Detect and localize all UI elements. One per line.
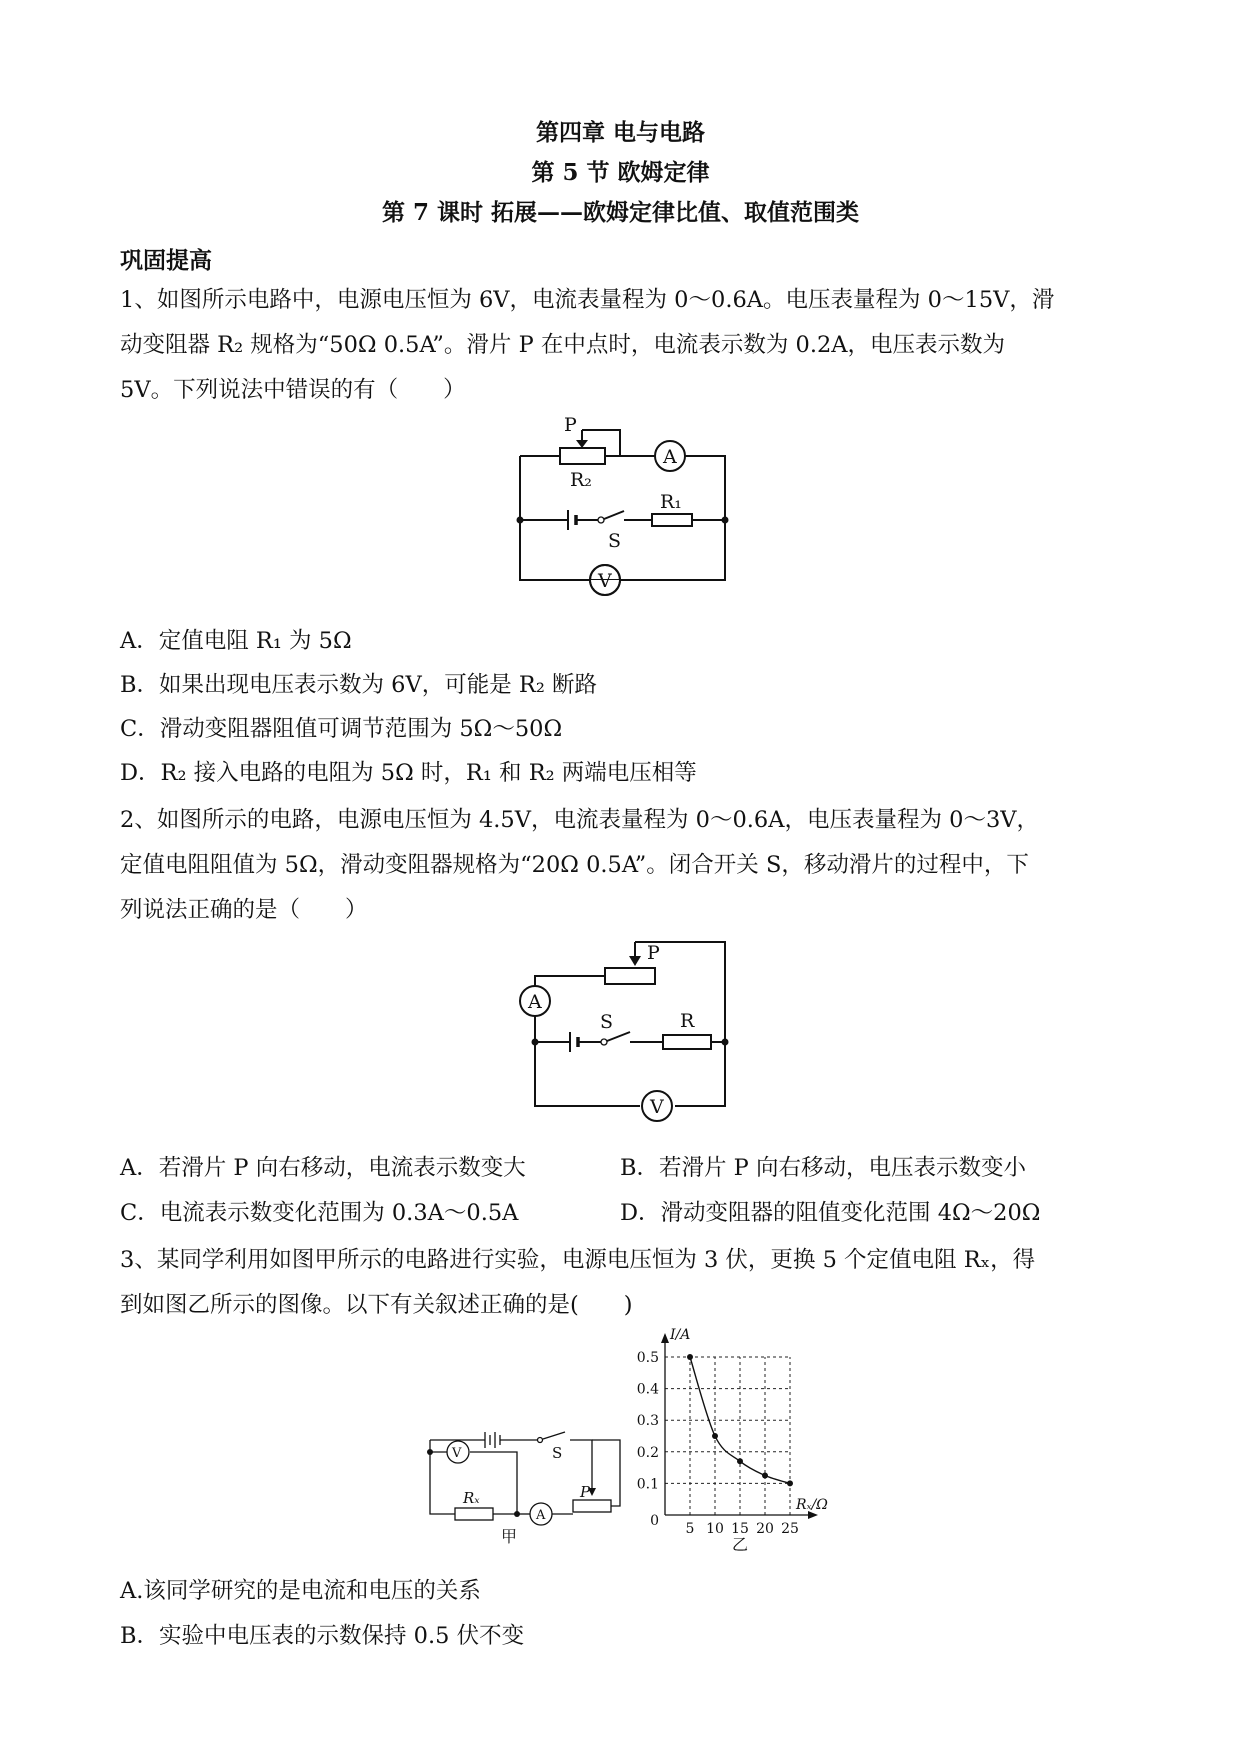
q2-label-ammeter: A — [528, 991, 542, 1013]
y-axis-label: I/A — [670, 1327, 691, 1343]
q1-option-b: B．如果出现电压表示数为 6V，可能是 R₂ 断路 — [120, 672, 598, 698]
x-tick-label: 20 — [756, 1521, 774, 1537]
y-tick-label: 0.2 — [636, 1444, 659, 1461]
q2-line-3: 列说法正确的是（ ） — [120, 897, 368, 923]
section-title: 巩固提高 — [120, 247, 212, 274]
data-point — [762, 1473, 768, 1479]
q3-label-ammeter: A — [536, 1508, 546, 1523]
data-point — [737, 1458, 743, 1464]
data-point — [687, 1354, 693, 1360]
q1-label-ammeter: A — [663, 446, 677, 468]
q3-label-s: S — [552, 1444, 563, 1462]
q1-option-c: C．滑动变阻器阻值可调节范围为 5Ω～50Ω — [120, 716, 563, 742]
q1-label-r2: R₂ — [570, 469, 592, 491]
y-tick-label: 0.3 — [636, 1413, 659, 1430]
q1-circuit-diagram — [500, 414, 740, 598]
q1-label-p: P — [564, 414, 577, 436]
q1-option-a: A．定值电阻 R₁ 为 5Ω — [120, 628, 352, 654]
q2-option-b: B．若滑片 P 向右移动，电压表示数变小 — [620, 1155, 1026, 1181]
q3-circuit-diagram — [425, 1418, 625, 1548]
origin-label: 0 — [650, 1513, 659, 1529]
q3-graph-chart — [620, 1325, 828, 1554]
q1-option-d: D．R₂ 接入电路的电阻为 5Ω 时，R₁ 和 R₂ 两端电压相等 — [120, 760, 697, 786]
q2-circuit-diagram — [505, 938, 745, 1123]
q3-label-rx: Rₓ — [463, 1489, 480, 1507]
q1-label-voltmeter: V — [598, 570, 612, 592]
section-heading: 第 5 节 欧姆定律 — [531, 159, 710, 186]
data-point — [712, 1433, 718, 1439]
chart-axes — [637, 1327, 828, 1554]
q2-label-p: P — [647, 942, 660, 964]
y-tick-label: 0.4 — [636, 1381, 659, 1398]
y-tick-label: 0.5 — [636, 1350, 659, 1366]
q2-label-s: S — [600, 1011, 614, 1033]
q1-line-1: 1、如图所示电路中，电源电压恒为 6V，电流表量程为 0～0.6A。电压表量程为 0～15V，滑 — [120, 287, 1055, 313]
q1-line-3: 5V。下列说法中错误的有（ ） — [120, 377, 466, 403]
x-tick-label: 25 — [781, 1521, 799, 1537]
q2-option-c: C．电流表示数变化范围为 0.3A～0.5A — [120, 1200, 519, 1226]
q3-option-b: B．实验中电压表的示数保持 0.5 伏不变 — [120, 1623, 525, 1649]
y-tick-label: 0.1 — [636, 1476, 659, 1493]
q3-label-voltmeter: V — [452, 1446, 462, 1461]
x-tick-label: 10 — [706, 1521, 724, 1537]
q3-option-a: A.该同学研究的是电流和电压的关系 — [120, 1578, 481, 1604]
q2-line-1: 2、如图所示的电路，电源电压恒为 4.5V，电流表量程为 0～0.6A，电压表量程为 0～3V， — [120, 807, 1040, 833]
q1-line-2: 动变阻器 R₂ 规格为“50Ω 0.5A”。滑片 P 在中点时，电流表示数为 0.2A，电压表示数为 — [120, 332, 1006, 358]
y-axis-arrow — [661, 1333, 669, 1343]
q2-label-r: R — [680, 1010, 695, 1032]
chart-grid — [665, 1357, 790, 1515]
q3-line-1: 3、某同学利用如图甲所示的电路进行实验，电源电压恒为 3 伏，更换 5 个定值电阻 Rₓ，得 — [120, 1247, 1036, 1273]
q2-option-d: D．滑动变阻器的阻值变化范围 4Ω～20Ω — [620, 1200, 1041, 1226]
chart-caption: 乙 — [731, 1535, 749, 1554]
x-axis-label: Rₓ/Ω — [796, 1497, 828, 1513]
q1-label-r1: R₁ — [660, 491, 682, 513]
data-point — [787, 1480, 793, 1486]
q1-label-s: S — [608, 530, 622, 552]
q2-option-a: A．若滑片 P 向右移动，电流表示数变大 — [120, 1155, 526, 1181]
x-tick-label: 5 — [685, 1521, 695, 1537]
q2-label-voltmeter: V — [650, 1096, 664, 1118]
x-tick-label: 15 — [731, 1521, 749, 1537]
lesson-heading: 第 7 课时 拓展——欧姆定律比值、取值范围类 — [381, 199, 860, 226]
q2-line-2: 定值电阻阻值为 5Ω，滑动变阻器规格为“20Ω 0.5A”。闭合开关 S，移动滑片的过程中，下 — [120, 852, 1029, 878]
q3-line-2: 到如图乙所示的图像。以下有关叙述正确的是( ) — [120, 1292, 633, 1318]
q3-caption-jia: 甲 — [501, 1527, 518, 1546]
chapter-title: 第四章 电与电路 — [535, 119, 705, 146]
q3-label-p: P — [580, 1483, 591, 1501]
